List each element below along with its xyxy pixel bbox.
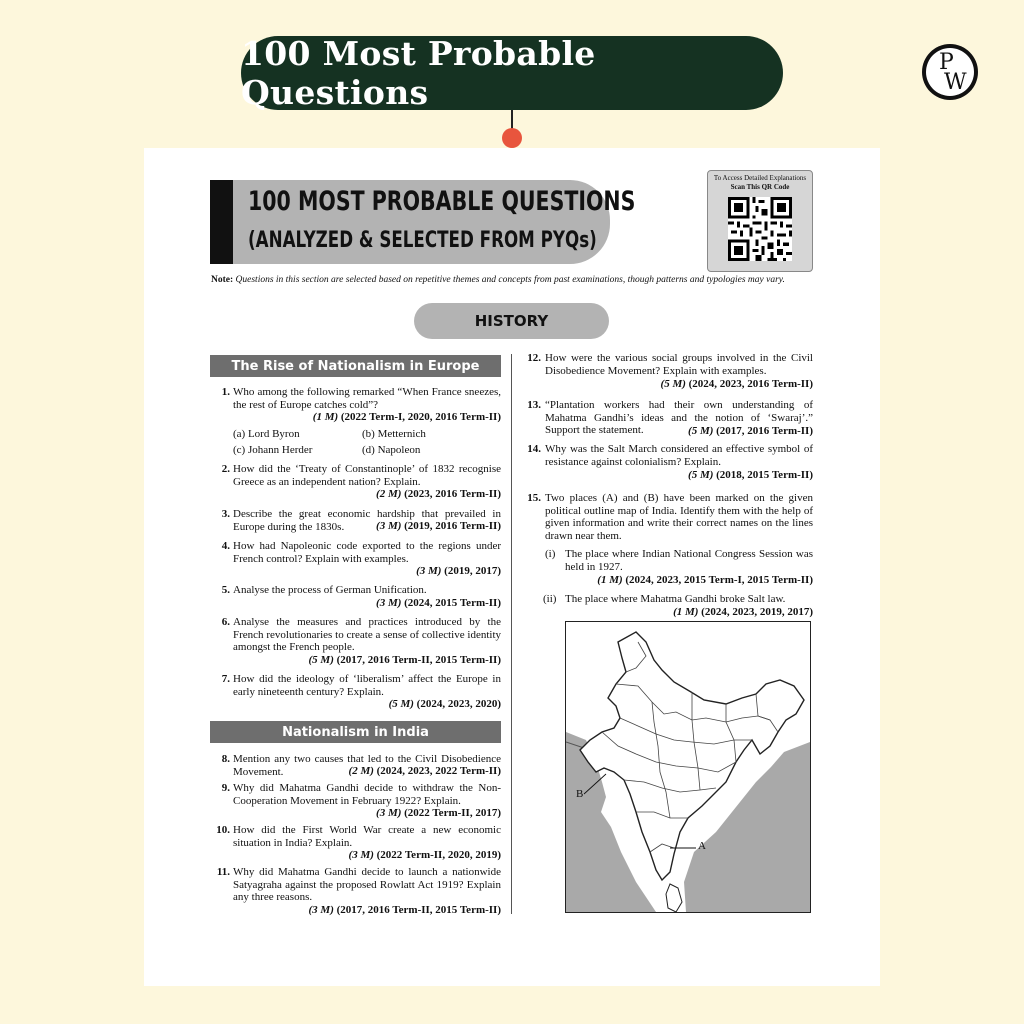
question-marks [597, 574, 813, 586]
page-title: 100 MOST PROBABLE QUESTIONS [248, 186, 636, 217]
qr-panel [707, 170, 813, 272]
marks: (3 M) [376, 597, 402, 609]
question-number: 3. [221, 508, 230, 520]
marks: (5 M) [688, 469, 714, 481]
subquestion-text: The place where Indian National Congress Session was held in 1927. [565, 548, 813, 573]
question-text: Analyse the process of German Unification. [233, 584, 427, 596]
subject-pill: HISTORY [414, 303, 609, 339]
years: (2017, 2016 Term-II, 2015 Term-II) [336, 904, 501, 916]
question-marks [416, 565, 501, 577]
qr-code-icon[interactable] [728, 197, 792, 261]
banner-title: 100 Most Probable Questions [241, 36, 783, 110]
section-header-europe: The Rise of Nationalism in Europe [210, 355, 501, 377]
subquestion-number: (i) [545, 548, 556, 560]
question-number: 11. [216, 866, 230, 878]
question-number: 7. [221, 673, 230, 685]
map-label-b: B [576, 788, 584, 800]
question-number: 1. [221, 386, 230, 398]
years: (2023, 2016 Term-II) [404, 488, 501, 500]
question-number: 5. [221, 584, 230, 596]
question-text: How did the ‘Treaty of Constantinople’ of 1832 recognise Greece as an independent nation? Explain. [233, 463, 501, 488]
question-text: Describe the great economic hardship that prevailed in Europe during the 1830s. [233, 508, 501, 533]
years: (2019, 2017) [444, 565, 501, 577]
question-marks [688, 425, 813, 437]
question-number: 2. [221, 463, 230, 475]
question-marks [376, 488, 501, 500]
accent-dot [502, 128, 522, 148]
question-marks [309, 654, 502, 666]
page-subtitle: (ANALYZED & SELECTED FROM PYQs) [248, 228, 597, 253]
marks: (1 M) [597, 574, 623, 586]
marks: (3 M) [376, 520, 402, 532]
option-a: (a) Lord Byron [233, 428, 300, 440]
question-text: “Plantation workers had their own understanding of Mahatma Gandhi’s ideas and the notion of ‘Swaraj’.” Support the statement. [545, 399, 813, 437]
question-marks [661, 378, 813, 390]
question-number: 12. [527, 352, 541, 364]
title-accent-bar [210, 180, 233, 264]
question-number: 15. [527, 492, 541, 504]
note-line [211, 275, 821, 285]
question-text: How did the First World War create a new economic situation in India? Explain. [233, 824, 501, 849]
marks: (1 M) [673, 606, 699, 618]
qr-caption: To Access Detailed Explanations [713, 174, 807, 182]
qr-instruction: Scan This QR Code [730, 183, 790, 191]
marks: (3 M) [416, 565, 442, 577]
note-label: Note: [211, 275, 234, 285]
question-text: Who among the following remarked “When France sneezes, the rest of Europe catches cold”? [233, 386, 501, 411]
question-text: Two places (A) and (B) have been marked on the given political outline map of India. Identify them with the help of given information and write their correct names on the lines drawn near them. [545, 492, 813, 542]
question-text: Why did Mahatma Gandhi decide to withdraw the Non-Cooperation Movement in February 1922? Explain. [233, 782, 501, 807]
question-text: How were the various social groups involved in the Civil Disobedience Movement? Explain with examples. [545, 352, 813, 377]
years: (2024, 2023, 2019, 2017) [701, 606, 813, 618]
note-text: Questions in this section are selected based on repetitive themes and concepts from past examinations, though patterns and typologies may vary. [235, 275, 785, 285]
question-number: 13. [527, 399, 541, 411]
years: (2022 Term-II, 2017) [404, 807, 501, 819]
question-number: 4. [221, 540, 230, 552]
marks: (3 M) [348, 849, 374, 861]
logo-letter-w: W [944, 70, 967, 95]
question-marks [309, 904, 502, 916]
years: (2024, 2023, 2020) [416, 698, 501, 710]
question-marks [376, 807, 501, 819]
marks: (5 M) [688, 425, 714, 437]
question-text: Analyse the measures and practices introduced by the French revolutionaries to create a sense of collective identity amongst the French people. [233, 616, 501, 654]
question-text: Mention any two causes that led to the Civil Disobedience Movement. [233, 753, 501, 778]
option-c: (c) Johann Herder [233, 444, 313, 456]
section-header-india: Nationalism in India [210, 721, 501, 743]
question-text: Why was the Salt March considered an effective symbol of resistance against colonialism? Explain. [545, 443, 813, 468]
banner-connector [511, 110, 513, 130]
years: (2024, 2023, 2016 Term-II) [688, 378, 813, 390]
pw-logo [922, 44, 978, 100]
question-marks [389, 698, 501, 710]
question-marks [376, 520, 501, 532]
marks: (3 M) [308, 904, 334, 916]
question-number: 9. [221, 782, 230, 794]
option-d: (d) Napoleon [362, 444, 421, 456]
question-marks [349, 765, 501, 777]
years: (2024, 2023, 2015 Term-I, 2015 Term-II) [625, 574, 813, 586]
logo-letter-p: P [939, 50, 954, 75]
years: (2024, 2015 Term-II) [404, 597, 501, 609]
years: (2019, 2016 Term-II) [404, 520, 501, 532]
years: (2022 Term-II, 2020, 2019) [376, 849, 501, 861]
marks: (5 M) [308, 654, 334, 666]
marks: (5 M) [660, 378, 686, 390]
question-number: 6. [221, 616, 230, 628]
option-b: (b) Metternich [362, 428, 426, 440]
india-outline-map [565, 621, 811, 913]
years: (2022 Term-I, 2020, 2016 Term-II) [340, 411, 501, 423]
marks: (5 M) [388, 698, 414, 710]
map-label-a: A [698, 840, 706, 852]
subquestion-number: (ii) [543, 593, 557, 605]
years: (2018, 2015 Term-II) [716, 469, 813, 481]
column-divider [511, 354, 512, 914]
question-marks [313, 411, 501, 423]
marks: (3 M) [376, 807, 402, 819]
question-marks [673, 606, 813, 618]
question-marks [349, 849, 501, 861]
india-map-icon [566, 622, 810, 912]
years: (2017, 2016 Term-II, 2015 Term-II) [336, 654, 501, 666]
question-number: 10. [216, 824, 230, 836]
question-text: How had Napoleonic code exported to the regions under French control? Explain with examples. [233, 540, 501, 565]
years: (2024, 2023, 2022 Term-II) [376, 765, 501, 777]
marks: (2 M) [348, 765, 374, 777]
question-marks [376, 597, 501, 609]
question-number: 14. [527, 443, 541, 455]
question-text: How did the ideology of ‘liberalism’ affect the Europe in early nineteenth century? Explain. [233, 673, 501, 698]
marks: (2 M) [376, 488, 402, 500]
question-number: 8. [221, 753, 230, 765]
question-text: Why did Mahatma Gandhi decide to launch a nationwide Satyagraha against the proposed Rowlatt Act 1919? Explain any three reasons. [233, 866, 501, 904]
marks: (1 M) [312, 411, 339, 423]
years: (2017, 2016 Term-II) [716, 425, 813, 437]
question-marks [688, 469, 813, 481]
subquestion-text: The place where Mahatma Gandhi broke Salt law. [565, 593, 786, 605]
